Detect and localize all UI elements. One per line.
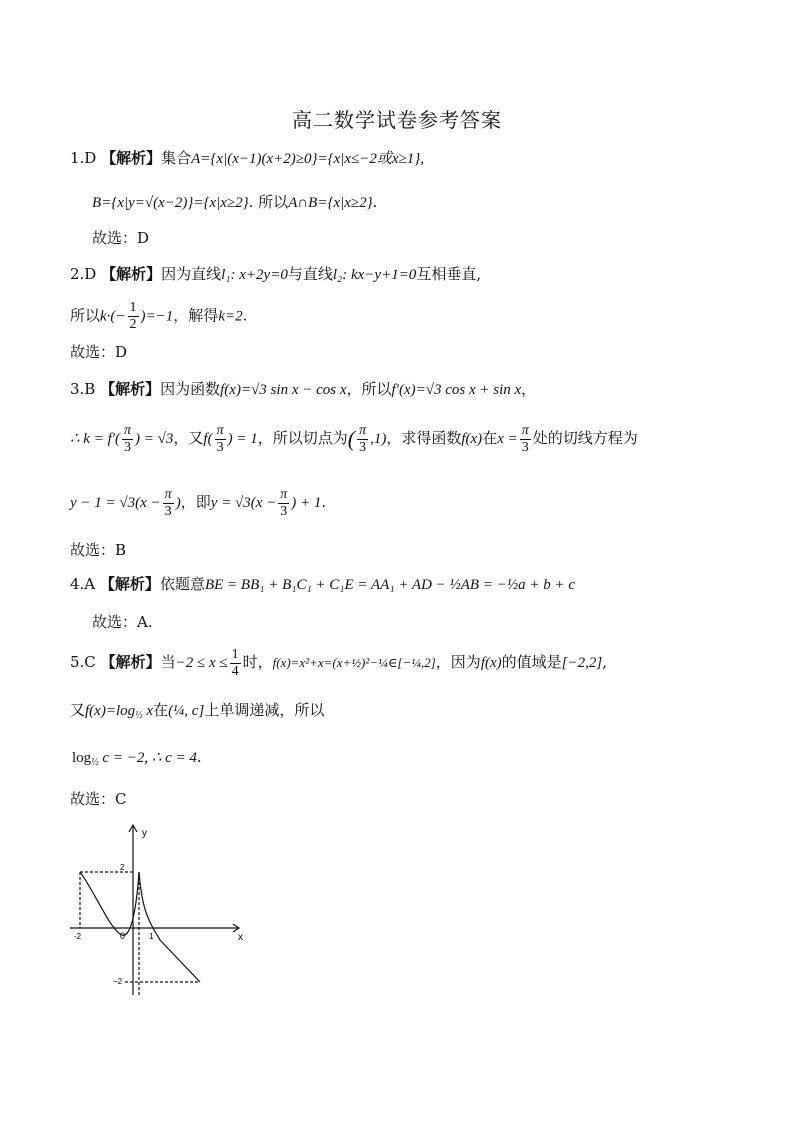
q2-eq-a: k·(−	[100, 308, 126, 325]
q5-line2	[70, 694, 324, 732]
q5-comma: ,	[602, 653, 607, 671]
q5-text-f: 在	[153, 701, 169, 719]
frac-num: π	[164, 486, 172, 502]
q3-text-g: 处的切线方程为	[532, 429, 638, 447]
frac-num: 1	[129, 300, 137, 315]
analysis-tag: 【解析】	[99, 575, 160, 593]
q5-log: log	[72, 750, 92, 766]
q3-fval-b: ) = 1	[227, 431, 258, 447]
frac-den: 2	[129, 317, 137, 332]
q3-text-f: 在	[482, 429, 498, 447]
q3-fx: f(x)	[461, 431, 483, 447]
q3-tangent-a: y − 1 = √3(x −	[70, 495, 161, 511]
analysis-tag: 【解析】	[100, 380, 161, 398]
q5-text-a: 当	[160, 653, 176, 671]
q3-answer: 故选：B	[70, 541, 127, 559]
fraction	[278, 487, 289, 520]
fraction	[163, 487, 174, 520]
q3-func: f(x)=√3 sin x − cos x	[220, 382, 347, 398]
q1-set-b: B={x|y=√(x−2)}={x|x≥2}	[92, 195, 249, 211]
frac-num: π	[216, 422, 224, 438]
q5-number: 5.C	[70, 653, 101, 671]
q5-interval: (¼, c]	[168, 703, 205, 719]
q2-result: k=2	[218, 308, 243, 325]
q4-text-a: 依题意	[159, 575, 205, 593]
q3-point: ,1)	[370, 431, 387, 447]
q5-fx: f(x)	[480, 655, 502, 671]
q5-log-func: f(x)=log	[85, 703, 136, 719]
q3-text-b: ，所以	[346, 380, 392, 398]
q2-number: 2.D	[70, 265, 102, 283]
q3-derivative: f′(x)=√3 cos x + sin x	[391, 382, 522, 398]
q3-period: .	[321, 493, 327, 511]
q3-comma: ，	[521, 380, 537, 398]
q3-slope-b: ) = √3	[135, 431, 174, 447]
q2-text-c: 互相垂直,	[416, 265, 482, 283]
q5-func: f(x)=x²+x=(x+½)²−¼∈[−¼,2]	[272, 655, 436, 670]
frac-den: 3	[216, 439, 224, 455]
q2-line-l2: l₂: kx−y+1=0	[332, 267, 417, 283]
q1-answer: 故选：D	[92, 229, 150, 247]
page-title: 高二数学试卷参考答案	[292, 108, 502, 132]
frac-num: π	[359, 422, 367, 438]
q5-log-arg: x	[142, 703, 154, 719]
q1-period: .	[372, 193, 378, 211]
tick-neg2-y: −2	[113, 977, 123, 986]
q5-text-e: 又	[70, 701, 86, 719]
q5-log-base2: ½	[91, 757, 99, 768]
q5-value-range: [−2,2]	[561, 655, 603, 671]
q2-line1	[70, 262, 481, 287]
q3-xeq: x =	[497, 431, 518, 447]
q2-answer: 故选：D	[70, 343, 128, 361]
fraction	[230, 647, 241, 680]
q1-number: 1.D	[70, 149, 102, 167]
q1-text: 集合	[161, 149, 192, 167]
q4-vector-eq: BE = BB₁ + B₁C₁ + C₁E = AA₁ + AD − ½AB = −½a + b + c	[204, 577, 575, 593]
tick-2: 2	[120, 863, 125, 872]
fraction	[215, 423, 226, 456]
fraction	[128, 300, 139, 333]
q1-line1	[70, 146, 424, 171]
analysis-tag: 【解析】	[100, 653, 161, 671]
q5-log-base: ½	[135, 710, 143, 721]
q1-text2: . 所以	[248, 193, 289, 211]
frac-num: π	[521, 422, 529, 438]
tick-0: 0	[120, 931, 126, 941]
y-label: y	[142, 828, 147, 839]
fraction	[520, 423, 531, 456]
q3-line3	[70, 484, 326, 521]
fraction	[122, 423, 133, 456]
tick-1: 1	[149, 932, 154, 941]
frac-den: 4	[231, 663, 239, 679]
q5-answer: 故选：C	[70, 790, 127, 808]
q1-intersection: A∩B={x|x≥2}	[288, 195, 373, 211]
q2-period: .	[242, 306, 248, 325]
q3-fval: f(	[203, 431, 213, 447]
q3-text-h: ，即	[180, 493, 211, 511]
q5-text-b: 时，	[242, 653, 273, 671]
q3-tangent-b: )	[175, 495, 181, 511]
frac-den: 3	[164, 503, 172, 519]
frac-den: 3	[521, 439, 529, 455]
q2-text-d: 所以	[70, 306, 101, 325]
q5-period: .	[196, 748, 202, 766]
q3-number: 3.B	[70, 380, 101, 398]
q2-line2	[70, 300, 247, 333]
q3-slope: ∴ k = f′(	[70, 431, 121, 447]
q3-tangent-d: ) + 1	[291, 495, 322, 511]
frac-den: 3	[124, 439, 132, 455]
q5-range: −2 ≤ x ≤	[175, 655, 228, 671]
q2-text-a: 因为直线	[161, 265, 222, 283]
q5-text-g: 上单调递减，所以	[204, 701, 325, 719]
frac-num: π	[124, 422, 132, 438]
q3-text-a: 因为函数	[160, 380, 221, 398]
q3-line1	[70, 377, 536, 402]
q3-text-e: ，求得函数	[386, 429, 462, 447]
q4-line1	[70, 572, 575, 597]
q3-text-c: ，又	[173, 429, 204, 447]
curve-log	[139, 872, 200, 982]
q2-text-e: ，解得	[173, 306, 219, 325]
curve-parabola	[80, 872, 139, 935]
frac-den: 3	[280, 503, 288, 519]
x-label: x	[238, 932, 243, 943]
function-graph	[70, 820, 260, 1000]
q2-line-l1: l₁: x+2y=0	[221, 267, 288, 283]
analysis-tag: 【解析】	[101, 265, 162, 283]
q2-eq-b: )=−1	[140, 308, 174, 325]
fraction	[357, 423, 368, 456]
q1-set-a: A={x|(x−1)(x+2)≥0}={x|x≤−2或x≥1},	[191, 151, 425, 167]
tick-neg2-x: -2	[74, 932, 82, 941]
q5-text-c: ，因为	[435, 653, 481, 671]
q2-text-b: 与直线	[287, 265, 333, 283]
q5-line3	[72, 745, 202, 775]
q5-result: c = −2, ∴ c = 4	[98, 750, 197, 766]
q3-line2: ∴ k = f′( $\frac{\pi}{3}$ ) = √3，又f( $\frac{\pi}{3}$ ) = 1，所以切点为( $\frac{\pi}{3}$ ,1)，求得函数f(x)在x = $\frac{\pi}{3}$ 处的切线方程为	[70, 422, 638, 455]
q3-tangent-c: y = √3(x −	[210, 495, 277, 511]
q4-answer: 故选：A.	[92, 613, 153, 631]
q5-text-d: 的值域是	[501, 653, 562, 671]
frac-num: 1	[231, 646, 239, 662]
q3-text-d: ，所以切点为	[257, 429, 348, 447]
frac-num: π	[280, 486, 288, 502]
frac-den: 3	[359, 439, 367, 455]
q4-number: 4.A	[70, 575, 100, 593]
q5-line1	[70, 646, 607, 680]
analysis-tag: 【解析】	[101, 149, 162, 167]
q1-line2	[92, 190, 377, 215]
